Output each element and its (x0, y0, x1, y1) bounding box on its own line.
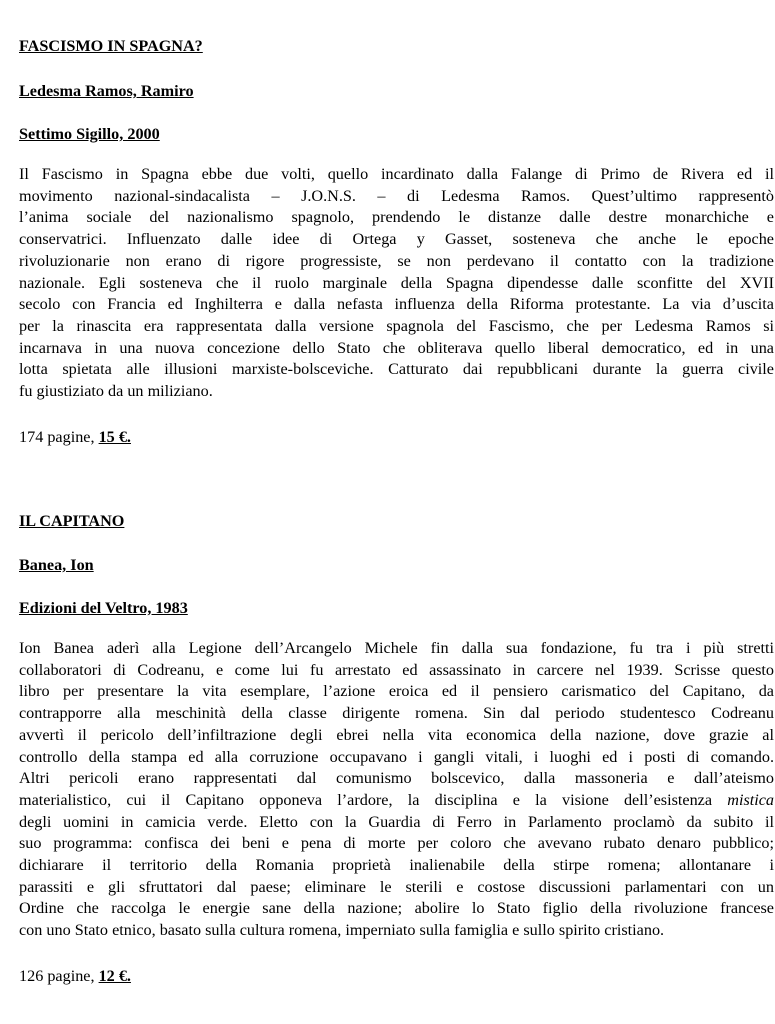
page-count: 126 pagine, (19, 967, 95, 985)
italic-word: mistica (727, 790, 775, 809)
book-description (19, 638, 774, 942)
description-line: rivoluzionarie non erano di rigore progressiste, se non perdevano il contatto con la tradizione (19, 251, 774, 270)
description-line: controllo della stampa ed alla corruzione occupavano i gangli vitali, i luoghi ed i posti di comando. (19, 747, 774, 766)
book-publisher: Edizioni del Veltro, 1983 (19, 599, 188, 617)
description-line: fu giustiziato da un miliziano. (19, 382, 213, 401)
page-count: 174 pagine, (19, 428, 95, 446)
description-line: Il Fascismo in Spagna ebbe due volti, quello incardinato dalla Falange di Primo de Rivera ed il (19, 165, 774, 183)
description-line: libro per presentare la vita esemplare, l’azione eroica ed il pensiero carismatico del Capitano, da (19, 682, 774, 701)
description-line: per la rinascita era rappresentata dalla versione spagnola del Fascismo, che per Ledesma Ramos si (19, 316, 774, 335)
description-line: avvertì il pericolo dell’infiltrazione degli ebrei nella vita economica della nazione, dove grazie al (19, 725, 774, 744)
description-line: con uno Stato etnico, basato sulla cultura romena, imperniato sulla famiglia e sullo spirito cristiano. (19, 921, 665, 940)
description-line: incarnava in una nuova concezione dello Stato che obliterava quello liberal democratico, ed in una (19, 338, 774, 357)
description-line: conservatrici. Influenzato dalle idee di Ortega y Gasset, sosteneva che anche le epoche (19, 230, 774, 249)
book-description (19, 164, 774, 403)
book-author: Ledesma Ramos, Ramiro (19, 82, 194, 100)
description-line: l’anima sociale del nazionalismo spagnolo, prendendo le distanze dalle destre monarchiche e (19, 208, 774, 227)
description-line: degli uomini in camicia verde. Eletto con la Guardia di Ferro in Parlamento proclamò da subito il (19, 812, 774, 831)
description-line: Ion Banea aderì alla Legione dell’Arcangelo Michele fin dalla sua fondazione, fu tra i più stretti (19, 639, 774, 657)
book-title: FASCISMO IN SPAGNA? (19, 37, 203, 55)
description-line: movimento nazional-sindacalista – J.O.N.S. – di Ledesma Ramos. Quest’ultimo rappresentò (19, 186, 774, 205)
book-author: Banea, Ion (19, 556, 94, 574)
description-line: suo programma: confisca dei beni e pena di morte per coloro che avevano rubato denaro pubblico; (19, 834, 774, 853)
description-line: dichiarare il territorio della Romania proprietà inalienabile della stirpe romena; allontanare i (19, 856, 774, 875)
description-line: collaboratori di Codreanu, e come lui fu arrestato ed assassinato in carcere nel 1939. Scrisse questo (19, 660, 774, 679)
book-publisher: Settimo Sigillo, 2000 (19, 125, 160, 143)
description-line-with-italic (19, 790, 774, 812)
book-title: IL CAPITANO (19, 512, 125, 530)
description-line: Altri pericoli erano rappresentati dal comunismo bolscevico, dalla massoneria e dall’ateismo (19, 769, 774, 788)
price: 15 €. (98, 428, 131, 446)
description-line: lotta spietata alle illusioni marxiste-bolsceviche. Catturato dai repubblicani durante la guerra civile (19, 360, 774, 379)
description-line: nazionale. Egli sosteneva che il ruolo marginale della Spagna dipendesse dalle sconfitte del XVII (19, 273, 774, 292)
price: 12 €. (98, 967, 131, 985)
description-line: Ordine che raccolga le energie sane della nazione; abolire lo Stato figlio della rivoluzione francese (19, 899, 774, 918)
description-line: secolo con Francia ed Inghilterra e dalla nefasta influenza della Riforma protestante. La via d’uscita (19, 295, 774, 314)
description-line: parassiti e gli sfruttatori dal paese; eliminare le sterili e costose discussioni parlamentari con un (19, 877, 774, 896)
description-line: contrapporre alla meschinità della classe dirigente romena. Sin dal periodo studentesco Codreanu (19, 704, 774, 723)
book-price-line (19, 428, 131, 447)
book-price-line (19, 967, 131, 986)
description-line-text: materialistico, cui il Capitano opponeva l’ardore, la disciplina e la visione dell’esistenza (19, 790, 713, 809)
